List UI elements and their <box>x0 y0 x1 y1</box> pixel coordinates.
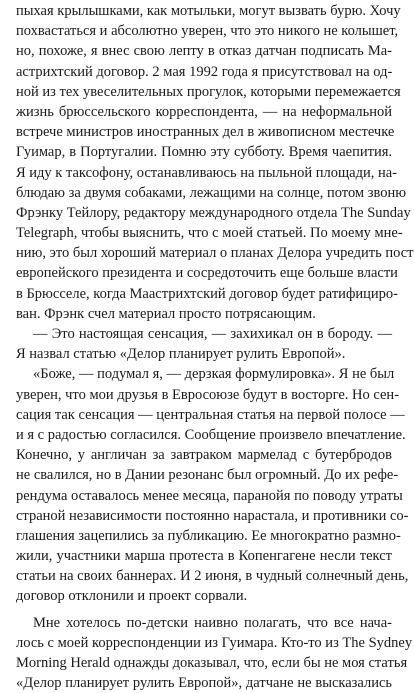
paragraph-3 <box>16 364 409 606</box>
text-line: Я назвал статью «Делор планирует рулить Европой». <box>16 346 346 363</box>
text-line: похвастаться и абсолютно уверен, что это никого не колышет, <box>16 23 399 40</box>
text-line: Конечно, у англичан за завтраком мармелад с бутербродов <box>16 447 392 464</box>
text-line: Morning Herald однажды доказывал, что, если бы не моя статья <box>16 655 408 671</box>
text-line: страной независимости постоянно нарастала, и противники со- <box>16 507 409 524</box>
text-line: уверен, что мои друзья в Евросоюзе будут в восторге. Но сен- <box>16 386 400 403</box>
text-line: не свалился, но в Дании резонанс был огромный. До их рефе- <box>16 467 399 484</box>
text-line: и я с радостью согласился. Сообщение произвело впечатление. <box>16 426 406 443</box>
text-line: «Делор планирует рулить Европой», датчане не высказались <box>16 675 392 692</box>
text-line: нию, это был хороший материал о планах Делора учредить пост <box>16 245 414 262</box>
text-line: статьи на своих баннерах. И 2 июня, в чудный солнечный день, <box>16 568 409 585</box>
text-line: но, похоже, я внес свою лепту в отказ датчан подписать Ма- <box>16 43 392 60</box>
text-line: Telegraph, чтобы выяснить, что с моей статьей. По моему мне- <box>16 225 403 242</box>
paragraph-2 <box>16 324 392 364</box>
text-line: в Брюсселе, когда Маастрихтский договор будет ратифициро- <box>16 285 398 302</box>
text-line: «Боже, — подумал я, — дерзкая формулировка». Я не был <box>33 366 395 383</box>
text-line: глашения зацепились за публикацию. Ее многократно размно- <box>16 527 401 544</box>
text-line: ван. Фрэнк счел материал просто потрясающим. <box>16 305 316 322</box>
text-line: ной из тех увеселительных прогулок, которыми перемежается <box>16 83 401 100</box>
text-line: пыхая крылышками, как мотыльки, могут вызвать бурю. Хочу <box>16 3 401 19</box>
text-line: блюдаю за двумя собаками, лежащими на солнце, потом звоню <box>16 184 407 201</box>
text-line: Гуимар, в Португалии. Помню эту субботу. Время чаепития. <box>16 144 392 161</box>
text-line: жизнь брюссельского корреспондента, — на неформальной <box>16 103 392 120</box>
text-line: европейского президента и сосредоточить еще больше власти <box>16 265 398 282</box>
text-line: Мне хотелось по-детски наивно полагать, что все нача- <box>33 614 392 631</box>
paragraph-4 <box>16 613 413 693</box>
text-line: астрихтский договор. 2 мая 1992 года я присутствовал на од- <box>16 63 393 80</box>
text-line: сация так сенсация — центральная статья на первой полосе — <box>16 406 405 423</box>
paragraph-1 <box>16 1 414 324</box>
text-line: жили, участники марша протеста в Копенгагене несли текст <box>16 548 392 565</box>
text-line: рендума оставалось менее месяца, паранойя по поводу утраты <box>16 487 403 504</box>
text-line: Я иду к таксофону, останавливаюсь на пыльной площади, на- <box>16 164 398 181</box>
text-line: — Это настоящая сенсация, — захихикал он в бороду. — <box>33 326 392 342</box>
text-line: встрече министров иностранных дел в живописном местечке <box>16 124 395 141</box>
text-line: договор отклонили и проект сорвали. <box>16 588 248 605</box>
text-line: Фрэнку Тейлору, редактору международного отдела The Sunday <box>16 204 411 221</box>
text-line: лось с моей корреспонденции из Гуимара. Кто-то из The Sydney <box>16 634 413 651</box>
